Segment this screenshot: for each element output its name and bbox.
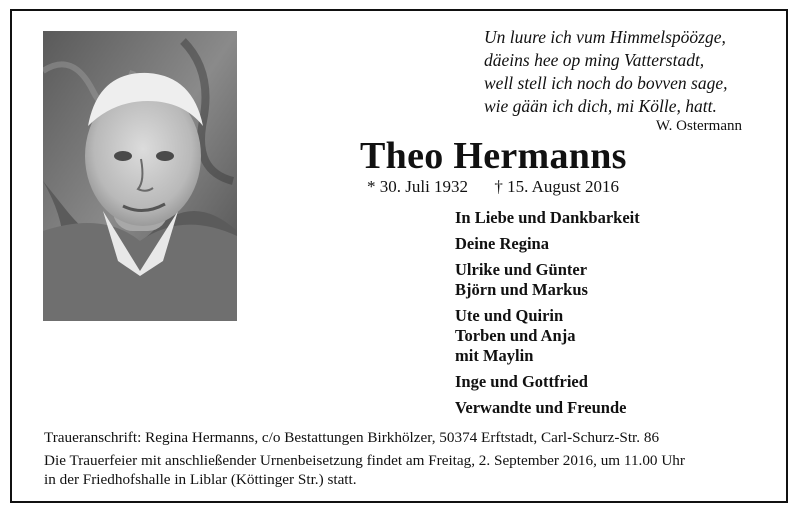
notice-footer (44, 428, 774, 489)
mourner-group (455, 208, 640, 228)
poem-author: W. Ostermann (655, 118, 742, 134)
poem-line: well stell ich noch do bovven sage, (484, 73, 728, 93)
portrait-photo (43, 31, 237, 321)
deceased-name: Theo Hermanns (360, 135, 627, 177)
poem (484, 26, 774, 118)
service-info-line: Die Trauerfeier mit anschließender Urnenbeisetzung findet am Freitag, 2. September 2016, um 11.00 Uhr (44, 452, 685, 469)
mourner-line: Deine Regina (455, 234, 549, 253)
poem-line: Un luure ich vum Himmelspöözge, (484, 27, 726, 47)
birth-date: * 30. Juli 1932 (367, 177, 469, 196)
mourner-line: Inge und Gottfried (455, 372, 588, 391)
mourner-group (455, 234, 640, 254)
service-info-line: in der Friedhofshalle in Liblar (Köttinger Str.) statt. (44, 471, 357, 488)
mourner-group (455, 306, 640, 366)
poem-line: däeins hee op ming Vatterstadt, (484, 50, 705, 70)
mourner-line: Björn und Markus (455, 280, 588, 299)
mourner-line: Verwandte und Freunde (455, 398, 627, 417)
mourner-group (455, 372, 640, 392)
mourner-line: Ulrike und Günter (455, 260, 588, 279)
mourner-line: Torben und Anja (455, 326, 576, 345)
life-dates (367, 177, 619, 197)
mourner-group (455, 260, 640, 300)
mourner-line: Ute und Quirin (455, 306, 564, 325)
mourner-line: mit Maylin (455, 346, 534, 365)
mourner-line: In Liebe und Dankbarkeit (455, 208, 640, 227)
death-date: † 15. August 2016 (494, 177, 619, 196)
mourners-list (455, 208, 640, 424)
mourner-group (455, 398, 640, 418)
poem-line: wie gään ich dich, mi Kölle, hatt. (484, 96, 717, 116)
mourning-address: Traueranschrift: Regina Hermanns, c/o Bestattungen Birkhölzer, 50374 Erftstadt, Carl-Schurz-Str. 86 (44, 429, 660, 446)
